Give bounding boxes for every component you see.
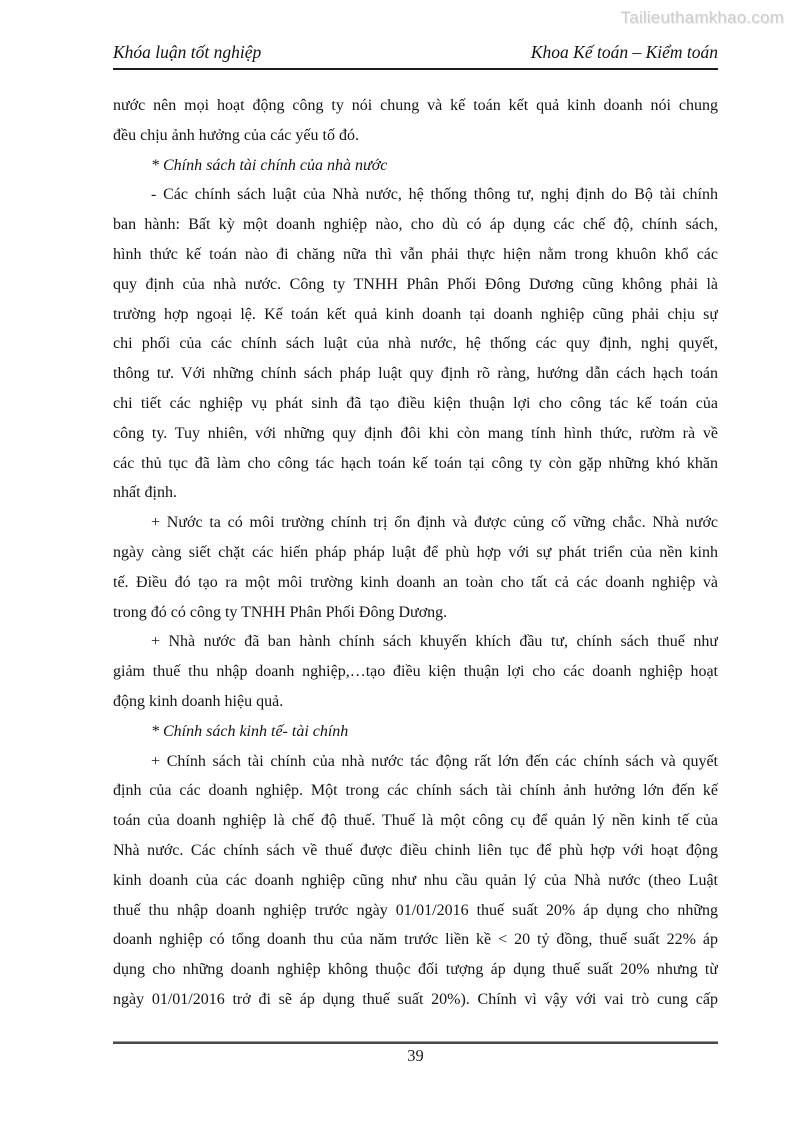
body-line: dụng cho những doanh nghiệp không thuộc đối tượng áp dụng thuế suất 20% nhưng từ bbox=[113, 961, 718, 979]
body-line: + Nước ta có môi trường chính trị ổn định và được củng cố vững chắc. Nhà nước bbox=[151, 514, 718, 532]
body-line: toán của doanh nghiệp là chế độ thuế. Thuế là một công cụ để quản lý nền kinh tế của bbox=[113, 812, 718, 830]
body-line: công ty. Tuy nhiên, với những quy định đôi khi còn mang tính hình thức, rườm rà về bbox=[113, 424, 718, 442]
page-number: 39 bbox=[407, 1046, 424, 1065]
body bbox=[113, 91, 718, 1015]
body-line: định của các doanh nghiệp. Một trong các chính sách tài chính ảnh hưởng lớn đến kế bbox=[113, 782, 718, 800]
body-line: ngày càng siết chặt các hiến pháp pháp luật để phù hợp với sự phát triển của nền kinh bbox=[113, 543, 718, 561]
header-left-title: Khóa luận tốt nghiệp bbox=[113, 42, 262, 62]
body-line: + Nhà nước đã ban hành chính sách khuyến khích đầu tư, chính sách thuế như bbox=[151, 633, 718, 651]
body-line: kinh doanh của các doanh nghiệp cũng như nhu cầu quản lý của Nhà nước (theo Luật bbox=[113, 871, 718, 889]
body-line: + Chính sách tài chính của nhà nước tác động rất lớn đến các chính sách và quyết bbox=[151, 752, 718, 770]
body-line: ngày 01/01/2016 trở đi sẽ áp dụng thuế suất 20%). Chính vì vậy với vai trò cung cấp bbox=[113, 990, 718, 1008]
section-heading: * Chính sách tài chính của nhà nước bbox=[151, 156, 388, 174]
body-line: thuế thu nhập doanh nghiệp trước ngày 01/01/2016 thuế suất 20% áp dụng cho những bbox=[113, 901, 718, 919]
body-line: chi phối của các chính sách luật của nhà nước, hệ thống các quy định, nghị quyết, bbox=[113, 335, 718, 353]
body-line: ban hành: Bất kỳ một doanh nghiệp nào, cho dù có áp dụng các chế độ, chính sách, bbox=[113, 216, 718, 234]
body-line: nhất định. bbox=[113, 484, 177, 502]
section-heading: * Chính sách kinh tế- tài chính bbox=[151, 722, 349, 740]
header-right-title: Khoa Kế toán – Kiểm toán bbox=[530, 42, 718, 62]
body-line: hình thức kế toán nào đi chăng nữa thì vẫn phải thực hiện nằm trong khuôn khổ các bbox=[113, 245, 718, 263]
header-rule bbox=[113, 68, 718, 70]
body-line: đều chịu ảnh hưởng của các yếu tố đó. bbox=[113, 126, 359, 144]
footer-rule bbox=[113, 1041, 718, 1044]
body-line: trong đó có công ty TNHH Phân Phối Đông Dương. bbox=[113, 603, 448, 621]
body-line: các thủ tục đã làm cho công tác hạch toán kế toán tại công ty còn gặp những khó khăn bbox=[113, 454, 718, 472]
page-header bbox=[113, 42, 718, 63]
watermark: Tailieuthamkhao.com bbox=[620, 8, 784, 27]
body-line: trường hợp ngoại lệ. Kế toán kết quả kinh doanh tại doanh nghiệp cũng phải chịu sự bbox=[113, 305, 718, 323]
body-line: tế. Điều đó tạo ra một môi trường kinh doanh an toàn cho tất cả các doanh nghiệp và bbox=[113, 573, 718, 591]
body-line: quy định của nhà nước. Công ty TNHH Phân Phối Đông Dương cũng không phải là bbox=[113, 275, 718, 293]
body-line: động kinh doanh hiệu quả. bbox=[113, 692, 284, 710]
body-line: - Các chính sách luật của Nhà nước, hệ thống thông tư, nghị định do Bộ tài chính bbox=[151, 186, 718, 204]
body-line: doanh nghiệp có tổng doanh thu của năm trước liền kề < 20 tỷ đồng, thuế suất 22% áp bbox=[113, 931, 718, 949]
body-line: thông tư. Với những chính sách pháp luật quy định rõ ràng, hướng dẫn cách hạch toán bbox=[113, 365, 718, 383]
body-line: Nhà nước. Các chính sách về thuế được điều chinh liên tục để phù hợp với hoạt động bbox=[113, 841, 718, 859]
body-line: chi tiết các nghiệp vụ phát sinh đã tạo điều kiện thuận lợi cho công tác kế toán của bbox=[113, 394, 718, 412]
body-line: giảm thuế thu nhập doanh nghiệp,…tạo điều kiện thuận lợi cho các doanh nghiệp hoạt bbox=[113, 663, 718, 681]
body-line: nước nên mọi hoạt động công ty nói chung và kế toán kết quả kinh doanh nói chung bbox=[113, 97, 718, 114]
